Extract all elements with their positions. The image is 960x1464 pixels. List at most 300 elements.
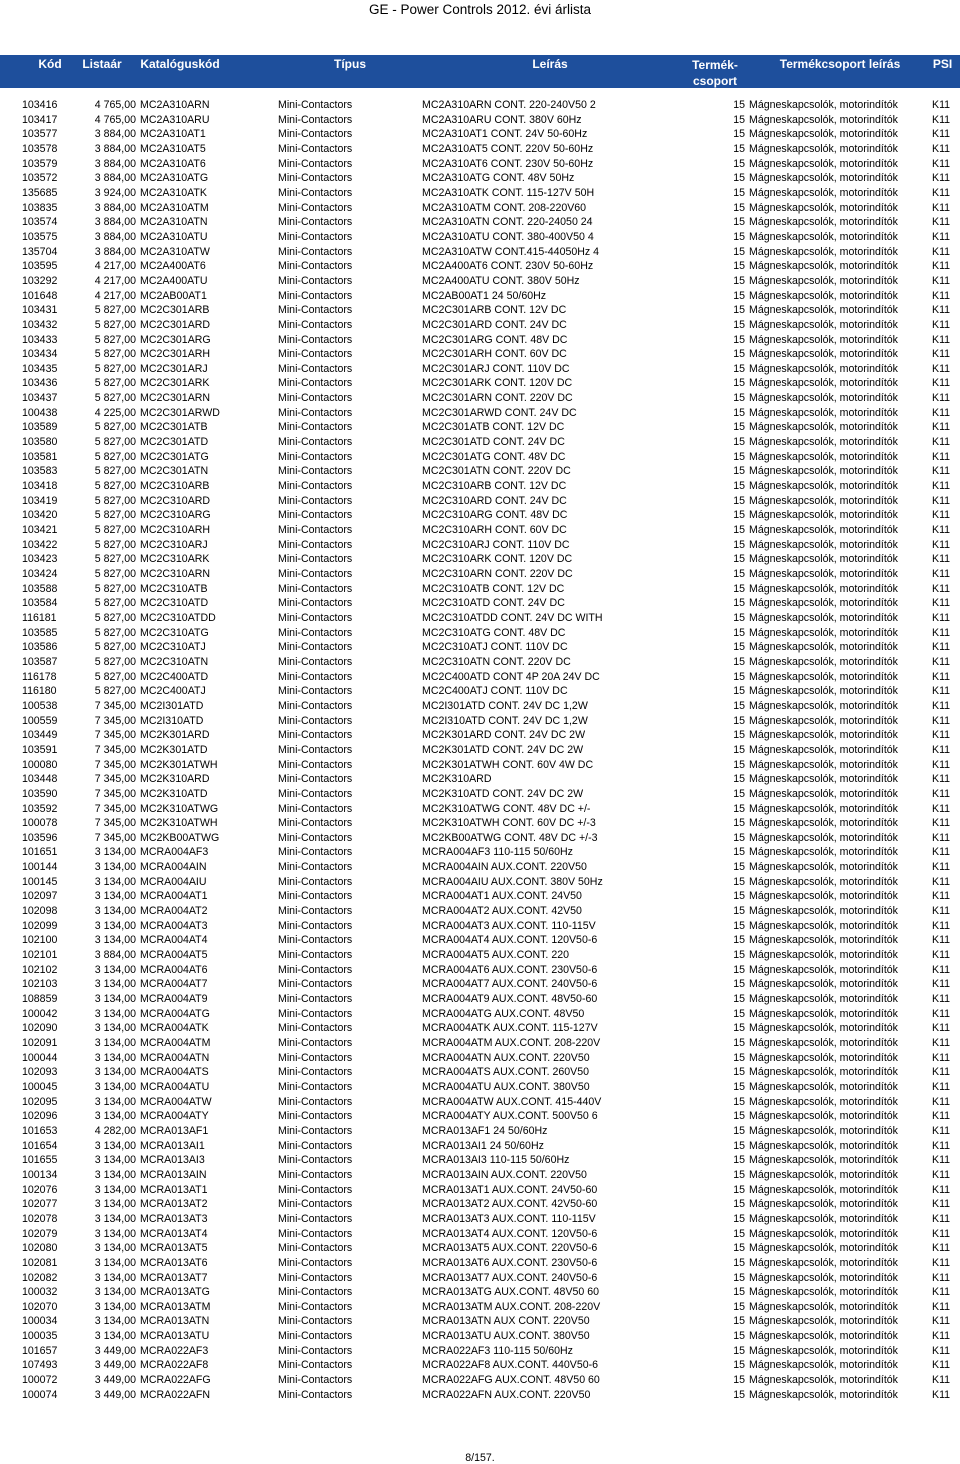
cell-kod: 103416 — [22, 99, 58, 111]
cell-termekcsoport: 15 — [733, 157, 745, 170]
cell-tipus: Mini-Contactors — [278, 304, 353, 317]
cell-psi: K11 — [932, 611, 951, 624]
cell-termekcsoport-leiras: Mágneskapcsolók, motorindítók — [749, 465, 898, 478]
cell-katalogus: MCRA022AF3 — [140, 1344, 209, 1357]
cell-termekcsoport-leiras: Mágneskapcsolók, motorindítók — [749, 963, 898, 976]
cell-termekcsoport-leiras: Mágneskapcsolók, motorindítók — [749, 99, 898, 111]
cell-psi: K11 — [932, 348, 951, 361]
table-row — [0, 201, 960, 216]
cell-kod: 100078 — [22, 817, 58, 830]
column-header-termekcsoport-line1: Termék- — [692, 57, 738, 72]
cell-katalogus: MC2C310ATJ — [140, 641, 206, 654]
cell-tipus: Mini-Contactors — [278, 230, 353, 243]
cell-katalogus: MCRA022AF8 — [140, 1359, 209, 1372]
table-row — [0, 303, 960, 318]
cell-leiras: MCRA004AIN AUX.CONT. 220V50 — [422, 861, 587, 874]
cell-termekcsoport-leiras: Mágneskapcsolók, motorindítók — [749, 611, 898, 624]
cell-katalogus: MCRA013AI3 — [140, 1154, 205, 1167]
cell-psi: K11 — [932, 157, 951, 170]
cell-tipus: Mini-Contactors — [278, 538, 353, 551]
cell-tipus: Mini-Contactors — [278, 348, 353, 361]
cell-tipus: Mini-Contactors — [278, 1242, 353, 1255]
cell-termekcsoport: 15 — [733, 494, 745, 507]
cell-leiras: MC2C301ARH CONT. 60V DC — [422, 348, 567, 361]
cell-kod: 103436 — [22, 377, 58, 390]
cell-tipus: Mini-Contactors — [278, 1198, 353, 1211]
cell-listaar: 3 884,00 — [94, 128, 136, 141]
table-row — [0, 464, 960, 479]
table-row — [0, 450, 960, 465]
cell-tipus: Mini-Contactors — [278, 333, 353, 346]
cell-psi: K11 — [932, 216, 951, 229]
cell-kod: 108859 — [22, 993, 58, 1006]
cell-kod: 103586 — [22, 641, 58, 654]
cell-psi: K11 — [932, 1227, 951, 1240]
cell-tipus: Mini-Contactors — [278, 1359, 353, 1372]
cell-termekcsoport: 15 — [733, 142, 745, 155]
cell-listaar: 3 134,00 — [94, 890, 136, 903]
cell-tipus: Mini-Contactors — [278, 743, 353, 756]
cell-tipus: Mini-Contactors — [278, 524, 353, 537]
column-header-listaar: Listaár — [82, 57, 122, 71]
cell-leiras: MC2A400AT6 CONT. 230V 50-60Hz — [422, 260, 594, 273]
cell-leiras: MCRA004AT4 AUX.CONT. 120V50-6 — [422, 934, 598, 947]
cell-leiras: MC2KB00ATWG CONT. 48V DC +/-3 — [422, 831, 598, 844]
cell-leiras: MC2A310ATU CONT. 380-400V50 4 — [422, 230, 594, 243]
cell-listaar: 3 134,00 — [94, 919, 136, 932]
cell-katalogus: MCRA013AT3 — [140, 1212, 208, 1225]
cell-tipus: Mini-Contactors — [278, 978, 353, 991]
cell-termekcsoport-leiras: Mágneskapcsolók, motorindítók — [749, 875, 898, 888]
cell-termekcsoport: 15 — [733, 685, 745, 698]
cell-katalogus: MC2A310ATG — [140, 172, 209, 185]
cell-katalogus: MCRA004ATK — [140, 1022, 209, 1035]
cell-psi: K11 — [932, 1154, 951, 1167]
table-row — [0, 1314, 960, 1329]
table-row — [0, 977, 960, 992]
cell-termekcsoport-leiras: Mágneskapcsolók, motorindítók — [749, 260, 898, 273]
cell-kod: 103292 — [22, 274, 58, 287]
cell-kod: 102096 — [22, 1110, 58, 1123]
cell-termekcsoport-leiras: Mágneskapcsolók, motorindítók — [749, 1374, 898, 1387]
cell-kod: 103585 — [22, 626, 58, 639]
cell-katalogus: MC2C301ATG — [140, 450, 209, 463]
cell-kod: 102095 — [22, 1095, 58, 1108]
table-row — [0, 1329, 960, 1344]
table-row — [0, 933, 960, 948]
cell-listaar: 3 134,00 — [94, 846, 136, 859]
cell-leiras: MC2A310ARU CONT. 380V 60Hz — [422, 113, 582, 126]
cell-listaar: 5 827,00 — [94, 524, 136, 537]
page-number: 8/157. — [465, 1452, 495, 1464]
table-row — [0, 523, 960, 538]
cell-kod: 103579 — [22, 157, 58, 170]
cell-katalogus: MCRA022AFN — [140, 1388, 211, 1401]
cell-kod: 100044 — [22, 1051, 58, 1064]
cell-termekcsoport: 15 — [733, 1315, 745, 1328]
cell-tipus: Mini-Contactors — [278, 1212, 353, 1225]
cell-psi: K11 — [932, 142, 951, 155]
cell-katalogus: MC2K310ATD — [140, 787, 208, 800]
cell-leiras: MC2C310ARK CONT. 120V DC — [422, 553, 573, 566]
cell-psi: K11 — [932, 685, 951, 698]
cell-kod: 116181 — [22, 611, 57, 624]
cell-termekcsoport: 15 — [733, 1374, 745, 1387]
cell-tipus: Mini-Contactors — [278, 963, 353, 976]
cell-psi: K11 — [932, 1242, 951, 1255]
cell-leiras: MC2K310ARD — [422, 773, 492, 786]
cell-leiras: MCRA013AIN AUX.CONT. 220V50 — [422, 1168, 587, 1181]
table-row — [0, 1373, 960, 1388]
cell-termekcsoport-leiras: Mágneskapcsolók, motorindítók — [749, 421, 898, 434]
cell-leiras: MC2C301ARK CONT. 120V DC — [422, 377, 573, 390]
cell-termekcsoport-leiras: Mágneskapcsolók, motorindítók — [749, 817, 898, 830]
cell-termekcsoport: 15 — [733, 1154, 745, 1167]
cell-tipus: Mini-Contactors — [278, 831, 353, 844]
cell-katalogus: MC2C310ARG — [140, 509, 211, 522]
cell-psi: K11 — [932, 1110, 951, 1123]
cell-kod: 102079 — [22, 1227, 58, 1240]
table-row — [0, 1300, 960, 1315]
cell-leiras: MCRA004AT6 AUX.CONT. 230V50-6 — [422, 963, 598, 976]
cell-psi: K11 — [932, 831, 951, 844]
cell-listaar: 5 827,00 — [94, 655, 136, 668]
cell-katalogus: MC2K310ARD — [140, 773, 210, 786]
cell-psi: K11 — [932, 641, 951, 654]
cell-psi: K11 — [932, 260, 951, 273]
cell-termekcsoport-leiras: Mágneskapcsolók, motorindítók — [749, 157, 898, 170]
cell-termekcsoport: 15 — [733, 641, 745, 654]
cell-termekcsoport-leiras: Mágneskapcsolók, motorindítók — [749, 890, 898, 903]
cell-psi: K11 — [932, 113, 951, 126]
cell-tipus: Mini-Contactors — [278, 318, 353, 331]
cell-tipus: Mini-Contactors — [278, 1007, 353, 1020]
cell-termekcsoport-leiras: Mágneskapcsolók, motorindítók — [749, 773, 898, 786]
cell-kod: 103435 — [22, 362, 58, 375]
cell-katalogus: MC2C301ARB — [140, 304, 210, 317]
table-row — [0, 347, 960, 362]
cell-termekcsoport-leiras: Mágneskapcsolók, motorindítók — [749, 201, 898, 214]
cell-tipus: Mini-Contactors — [278, 1256, 353, 1269]
cell-termekcsoport: 15 — [733, 699, 745, 712]
cell-katalogus: MC2A310AT6 — [140, 157, 206, 170]
cell-termekcsoport: 15 — [733, 1080, 745, 1093]
cell-listaar: 4 765,00 — [94, 113, 136, 126]
cell-psi: K11 — [932, 172, 951, 185]
cell-listaar: 3 134,00 — [94, 1242, 136, 1255]
cell-katalogus: MC2C301ARH — [140, 348, 211, 361]
cell-listaar: 3 134,00 — [94, 875, 136, 888]
cell-kod: 102090 — [22, 1022, 58, 1035]
cell-listaar: 3 134,00 — [94, 1095, 136, 1108]
cell-psi: K11 — [932, 1051, 951, 1064]
cell-kod: 103835 — [22, 201, 58, 214]
cell-listaar: 3 134,00 — [94, 1066, 136, 1079]
cell-termekcsoport: 15 — [733, 260, 745, 273]
cell-termekcsoport-leiras: Mágneskapcsolók, motorindítók — [749, 978, 898, 991]
cell-leiras: MCRA004ATM AUX.CONT. 208-220V — [422, 1037, 601, 1049]
cell-termekcsoport: 15 — [733, 362, 745, 375]
cell-psi: K11 — [932, 289, 951, 302]
table-row — [0, 772, 960, 787]
cell-listaar: 3 134,00 — [94, 1051, 136, 1064]
cell-katalogus: MC2A400ATU — [140, 274, 208, 287]
cell-listaar: 7 345,00 — [94, 817, 136, 830]
cell-psi: K11 — [932, 758, 951, 771]
cell-psi: K11 — [932, 1388, 951, 1401]
cell-tipus: Mini-Contactors — [278, 142, 353, 155]
cell-psi: K11 — [932, 1344, 951, 1357]
cell-kod: 103449 — [22, 729, 58, 742]
cell-tipus: Mini-Contactors — [278, 802, 353, 815]
cell-kod: 103575 — [22, 230, 58, 243]
cell-termekcsoport: 15 — [733, 1066, 745, 1079]
cell-leiras: MC2A310ARN CONT. 220-240V50 2 — [422, 99, 596, 111]
cell-leiras: MC2I310ATD CONT. 24V DC 1,2W — [422, 714, 588, 727]
cell-termekcsoport: 15 — [733, 509, 745, 522]
cell-listaar: 3 134,00 — [94, 905, 136, 918]
table-row — [0, 1139, 960, 1154]
cell-katalogus: MCRA004AT3 — [140, 919, 208, 932]
cell-katalogus: MCRA004ATW — [140, 1095, 212, 1108]
cell-kod: 100144 — [22, 861, 58, 874]
cell-listaar: 3 134,00 — [94, 1037, 136, 1049]
cell-leiras: MCRA004AIU AUX.CONT. 380V 50Hz — [422, 875, 603, 888]
cell-kod: 103580 — [22, 436, 58, 449]
cell-listaar: 5 827,00 — [94, 362, 136, 375]
cell-psi: K11 — [932, 978, 951, 991]
cell-termekcsoport-leiras: Mágneskapcsolók, motorindítók — [749, 1271, 898, 1284]
cell-tipus: Mini-Contactors — [278, 1022, 353, 1035]
cell-listaar: 3 884,00 — [94, 201, 136, 214]
cell-tipus: Mini-Contactors — [278, 436, 353, 449]
table-row — [0, 1388, 960, 1403]
cell-listaar: 3 134,00 — [94, 1315, 136, 1328]
cell-termekcsoport-leiras: Mágneskapcsolók, motorindítók — [749, 1110, 898, 1123]
table-row — [0, 699, 960, 714]
cell-termekcsoport-leiras: Mágneskapcsolók, motorindítók — [749, 406, 898, 419]
cell-termekcsoport-leiras: Mágneskapcsolók, motorindítók — [749, 582, 898, 595]
cell-listaar: 5 827,00 — [94, 450, 136, 463]
cell-katalogus: MCRA004ATM — [140, 1037, 211, 1049]
cell-leiras: MCRA004AT5 AUX.CONT. 220 — [422, 949, 569, 962]
cell-kod: 103584 — [22, 597, 58, 610]
table-row — [0, 919, 960, 934]
cell-termekcsoport: 15 — [733, 743, 745, 756]
cell-katalogus: MCRA013ATU — [140, 1330, 210, 1343]
cell-kod: 102103 — [22, 978, 58, 991]
cell-termekcsoport-leiras: Mágneskapcsolók, motorindítók — [749, 1066, 898, 1079]
cell-katalogus: MCRA004ATN — [140, 1051, 210, 1064]
cell-termekcsoport-leiras: Mágneskapcsolók, motorindítók — [749, 831, 898, 844]
cell-katalogus: MC2K310ATWG — [140, 802, 219, 815]
cell-termekcsoport: 15 — [733, 465, 745, 478]
cell-termekcsoport: 15 — [733, 421, 745, 434]
cell-termekcsoport-leiras: Mágneskapcsolók, motorindítók — [749, 1388, 898, 1401]
cell-termekcsoport: 15 — [733, 1051, 745, 1064]
cell-psi: K11 — [932, 392, 951, 405]
cell-termekcsoport-leiras: Mágneskapcsolók, motorindítók — [749, 758, 898, 771]
cell-listaar: 5 827,00 — [94, 421, 136, 434]
cell-psi: K11 — [932, 1212, 951, 1225]
cell-kod: 102099 — [22, 919, 58, 932]
cell-leiras: MCRA004AT2 AUX.CONT. 42V50 — [422, 905, 582, 918]
cell-termekcsoport-leiras: Mágneskapcsolók, motorindítók — [749, 670, 898, 683]
cell-tipus: Mini-Contactors — [278, 714, 353, 727]
cell-termekcsoport-leiras: Mágneskapcsolók, motorindítók — [749, 553, 898, 566]
cell-termekcsoport-leiras: Mágneskapcsolók, motorindítók — [749, 1051, 898, 1064]
cell-psi: K11 — [932, 524, 951, 537]
table-row — [0, 552, 960, 567]
cell-termekcsoport: 15 — [733, 318, 745, 331]
cell-termekcsoport-leiras: Mágneskapcsolók, motorindítók — [749, 113, 898, 126]
cell-katalogus: MC2C301ATB — [140, 421, 208, 434]
cell-listaar: 4 765,00 — [94, 99, 136, 111]
cell-listaar: 5 827,00 — [94, 465, 136, 478]
cell-tipus: Mini-Contactors — [278, 260, 353, 273]
table-row — [0, 1183, 960, 1198]
cell-termekcsoport: 15 — [733, 113, 745, 126]
cell-termekcsoport: 15 — [733, 1256, 745, 1269]
table-row — [0, 113, 960, 128]
cell-kod: 100080 — [22, 758, 58, 771]
cell-termekcsoport: 15 — [733, 1300, 745, 1313]
cell-termekcsoport: 15 — [733, 1037, 745, 1049]
cell-termekcsoport: 15 — [733, 436, 745, 449]
cell-termekcsoport-leiras: Mágneskapcsolók, motorindítók — [749, 934, 898, 947]
cell-tipus: Mini-Contactors — [278, 1066, 353, 1079]
cell-psi: K11 — [932, 670, 951, 683]
cell-tipus: Mini-Contactors — [278, 1183, 353, 1196]
cell-psi: K11 — [932, 743, 951, 756]
cell-leiras: MC2C400ATD CONT 4P 20A 24V DC — [422, 670, 600, 683]
cell-listaar: 5 827,00 — [94, 626, 136, 639]
cell-listaar: 7 345,00 — [94, 743, 136, 756]
table-row — [0, 611, 960, 626]
cell-leiras: MC2A310ATW CONT.415-44050Hz 4 — [422, 245, 600, 258]
cell-termekcsoport-leiras: Mágneskapcsolók, motorindítók — [749, 1256, 898, 1269]
cell-termekcsoport-leiras: Mágneskapcsolók, motorindítók — [749, 142, 898, 155]
table-row — [0, 743, 960, 758]
cell-tipus: Mini-Contactors — [278, 1124, 353, 1137]
cell-tipus: Mini-Contactors — [278, 216, 353, 229]
cell-termekcsoport: 15 — [733, 1124, 745, 1137]
cell-listaar: 5 827,00 — [94, 318, 136, 331]
cell-kod: 102098 — [22, 905, 58, 918]
table-row — [0, 1227, 960, 1242]
table-row — [0, 186, 960, 201]
cell-katalogus: MC2C400ATJ — [140, 685, 206, 698]
cell-leiras: MC2A310ATN CONT. 220-24050 24 — [422, 216, 593, 229]
cell-listaar: 3 134,00 — [94, 1007, 136, 1020]
cell-psi: K11 — [932, 905, 951, 918]
cell-tipus: Mini-Contactors — [278, 670, 353, 683]
cell-termekcsoport-leiras: Mágneskapcsolók, motorindítók — [749, 274, 898, 287]
cell-tipus: Mini-Contactors — [278, 773, 353, 786]
column-header-termekcsoport — [680, 55, 750, 89]
cell-leiras: MC2C310ARN CONT. 220V DC — [422, 568, 573, 580]
table-row — [0, 992, 960, 1007]
cell-listaar: 4 225,00 — [94, 406, 136, 419]
cell-kod: 103596 — [22, 831, 58, 844]
cell-listaar: 5 827,00 — [94, 333, 136, 346]
cell-leiras: MC2C301ARJ CONT. 110V DC — [422, 362, 570, 375]
cell-leiras: MC2C310ARB CONT. 12V DC — [422, 480, 567, 493]
cell-psi: K11 — [932, 1198, 951, 1211]
cell-leiras: MCRA004AT9 AUX.CONT. 48V50-60 — [422, 993, 598, 1006]
cell-termekcsoport: 15 — [733, 1330, 745, 1343]
cell-termekcsoport-leiras: Mágneskapcsolók, motorindítók — [749, 568, 898, 580]
cell-psi: K11 — [932, 553, 951, 566]
cell-listaar: 3 134,00 — [94, 1271, 136, 1284]
table-row — [0, 714, 960, 729]
cell-listaar: 5 827,00 — [94, 538, 136, 551]
cell-tipus: Mini-Contactors — [278, 99, 353, 111]
cell-leiras: MC2K310ATD CONT. 24V DC 2W — [422, 787, 584, 800]
cell-listaar: 3 134,00 — [94, 963, 136, 976]
table-row — [0, 963, 960, 978]
cell-kod: 100072 — [22, 1374, 58, 1387]
table-row — [0, 1036, 960, 1051]
cell-termekcsoport-leiras: Mágneskapcsolók, motorindítók — [749, 480, 898, 493]
cell-leiras: MCRA004ATY AUX.CONT. 500V50 6 — [422, 1110, 598, 1123]
table-row — [0, 582, 960, 597]
cell-termekcsoport: 15 — [733, 1271, 745, 1284]
cell-psi: K11 — [932, 1139, 951, 1152]
cell-psi: K11 — [932, 450, 951, 463]
cell-kod: 101653 — [22, 1124, 58, 1137]
cell-kod: 103448 — [22, 773, 58, 786]
cell-termekcsoport-leiras: Mágneskapcsolók, motorindítók — [749, 626, 898, 639]
cell-leiras: MC2C301ATN CONT. 220V DC — [422, 465, 571, 478]
cell-termekcsoport: 15 — [733, 1139, 745, 1152]
cell-leiras: MCRA004ATN AUX.CONT. 220V50 — [422, 1051, 590, 1064]
cell-tipus: Mini-Contactors — [278, 787, 353, 800]
cell-termekcsoport-leiras: Mágneskapcsolók, motorindítók — [749, 714, 898, 727]
cell-leiras: MCRA004ATU AUX.CONT. 380V50 — [422, 1080, 590, 1093]
cell-termekcsoport: 15 — [733, 714, 745, 727]
table-row — [0, 435, 960, 450]
cell-kod: 103434 — [22, 348, 58, 361]
cell-termekcsoport: 15 — [733, 186, 745, 199]
cell-psi: K11 — [932, 568, 951, 580]
cell-leiras: MCRA004ATW AUX.CONT. 415-440V — [422, 1095, 602, 1108]
cell-termekcsoport-leiras: Mágneskapcsolók, motorindítók — [749, 846, 898, 859]
cell-termekcsoport: 15 — [733, 333, 745, 346]
cell-termekcsoport: 15 — [733, 802, 745, 815]
cell-katalogus: MCRA004AF3 — [140, 846, 209, 859]
table-row — [0, 142, 960, 157]
cell-katalogus: MC2A310AT5 — [140, 142, 206, 155]
table-row — [0, 362, 960, 377]
column-header-tipus: Típus — [334, 57, 366, 71]
cell-termekcsoport-leiras: Mágneskapcsolók, motorindítók — [749, 1007, 898, 1020]
cell-listaar: 3 134,00 — [94, 861, 136, 874]
cell-psi: K11 — [932, 1256, 951, 1269]
cell-tipus: Mini-Contactors — [278, 1330, 353, 1343]
table-row — [0, 1256, 960, 1271]
cell-psi: K11 — [932, 377, 951, 390]
cell-katalogus: MC2A310ARU — [140, 113, 210, 126]
column-header-psi: PSI — [932, 57, 953, 71]
cell-leiras: MCRA004AT7 AUX.CONT. 240V50-6 — [422, 978, 598, 991]
cell-psi: K11 — [932, 1168, 951, 1181]
cell-kod: 100035 — [22, 1330, 58, 1343]
table-row — [0, 904, 960, 919]
cell-psi: K11 — [932, 1037, 951, 1049]
cell-katalogus: MCRA004AT4 — [140, 934, 208, 947]
cell-katalogus: MC2K301ATD — [140, 743, 208, 756]
